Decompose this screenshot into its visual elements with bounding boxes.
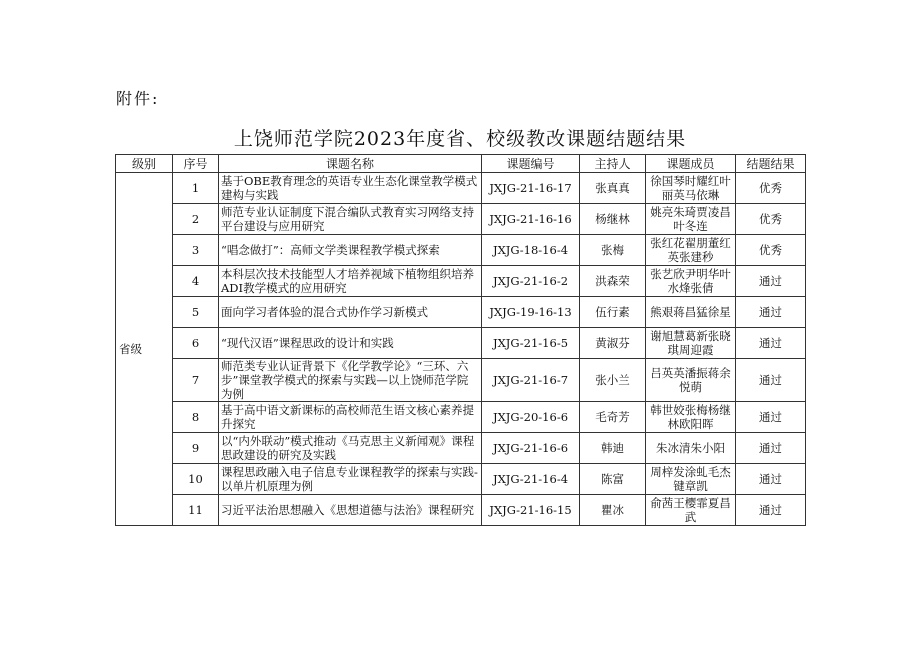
cell-project-name: “现代汉语”课程思政的设计和实践 <box>219 328 482 359</box>
results-table <box>115 154 806 526</box>
cell-result: 通过 <box>736 464 806 495</box>
cell-number: 4 <box>173 266 219 297</box>
cell-host: 张真真 <box>580 173 646 204</box>
cell-members: 朱冰清朱小阳 <box>646 433 736 464</box>
header-number: 序号 <box>173 155 219 173</box>
cell-number: 7 <box>173 359 219 402</box>
table-row <box>116 173 806 204</box>
table-row <box>116 495 806 526</box>
cell-host: 黄淑芬 <box>580 328 646 359</box>
table-row <box>116 359 806 402</box>
cell-result: 通过 <box>736 433 806 464</box>
cell-project-code: JXJG-21-16-6 <box>482 433 580 464</box>
cell-members: 徐国琴时耀红叶丽英马依琳 <box>646 173 736 204</box>
cell-result: 通过 <box>736 402 806 433</box>
cell-number: 2 <box>173 204 219 235</box>
header-project-code: 课题编号 <box>482 155 580 173</box>
cell-project-name: 课程思政融入电子信息专业课程教学的探索与实践-以单片机原理为例 <box>219 464 482 495</box>
cell-project-code: JXJG-19-16-13 <box>482 297 580 328</box>
cell-host: 陈富 <box>580 464 646 495</box>
cell-number: 5 <box>173 297 219 328</box>
cell-host: 张梅 <box>580 235 646 266</box>
table-row <box>116 328 806 359</box>
cell-members: 谢旭慧葛新张晓琪周迎霞 <box>646 328 736 359</box>
cell-project-name: 以“内外联动”模式推动《马克思主义新闻观》课程思政建设的研究及实践 <box>219 433 482 464</box>
cell-number: 10 <box>173 464 219 495</box>
cell-project-name: 师范专业认证制度下混合编队式教育实习网络支持平台建设与应用研究 <box>219 204 482 235</box>
cell-members: 俞茜王樱霏夏昌武 <box>646 495 736 526</box>
cell-project-code: JXJG-21-16-5 <box>482 328 580 359</box>
cell-number: 8 <box>173 402 219 433</box>
table-row <box>116 266 806 297</box>
cell-project-name: 面向学习者体验的混合式协作学习新模式 <box>219 297 482 328</box>
cell-project-name: 基于高中语文新课标的高校师范生语文核心素养提升探究 <box>219 402 482 433</box>
cell-result: 通过 <box>736 266 806 297</box>
table-row <box>116 402 806 433</box>
cell-project-name: 习近平法治思想融入《思想道德与法治》课程研究 <box>219 495 482 526</box>
cell-project-code: JXJG-21-16-15 <box>482 495 580 526</box>
cell-members: 熊艰蒋昌猛徐星 <box>646 297 736 328</box>
cell-number: 9 <box>173 433 219 464</box>
cell-members: 姚亮朱琦贾凌昌叶冬连 <box>646 204 736 235</box>
cell-number: 3 <box>173 235 219 266</box>
cell-host: 伍行素 <box>580 297 646 328</box>
cell-result: 通过 <box>736 297 806 328</box>
cell-host: 洪森荣 <box>580 266 646 297</box>
cell-host: 杨继林 <box>580 204 646 235</box>
header-members: 课题成员 <box>646 155 736 173</box>
attachment-label: 附件: <box>116 89 160 108</box>
cell-result: 优秀 <box>736 173 806 204</box>
cell-host: 张小兰 <box>580 359 646 402</box>
cell-result: 优秀 <box>736 235 806 266</box>
table-row <box>116 464 806 495</box>
cell-host: 毛奇芳 <box>580 402 646 433</box>
cell-result: 通过 <box>736 359 806 402</box>
cell-project-name: 师范类专业认证背景下《化学教学论》“三环、六步”课堂教学模式的探索与实践—以上饶师范学院为例 <box>219 359 482 402</box>
header-row <box>116 155 806 173</box>
cell-project-name: 本科层次技术技能型人才培养视域下植物组织培养ADI教学模式的应用研究 <box>219 266 482 297</box>
cell-project-code: JXJG-21-16-2 <box>482 266 580 297</box>
cell-project-code: JXJG-18-16-4 <box>482 235 580 266</box>
cell-members: 周梓发涂虬毛杰键章凯 <box>646 464 736 495</box>
cell-members: 张艺欣尹明华叶水烽张倩 <box>646 266 736 297</box>
header-result: 结题结果 <box>736 155 806 173</box>
cell-project-code: JXJG-21-16-4 <box>482 464 580 495</box>
table-row <box>116 297 806 328</box>
cell-project-code: JXJG-20-16-6 <box>482 402 580 433</box>
cell-result: 通过 <box>736 495 806 526</box>
level-cell: 省级 <box>116 173 173 526</box>
table-row <box>116 235 806 266</box>
cell-members: 韩世姣张梅杨继林欧阳晖 <box>646 402 736 433</box>
header-host: 主持人 <box>580 155 646 173</box>
cell-project-code: JXJG-21-16-7 <box>482 359 580 402</box>
table-row <box>116 433 806 464</box>
cell-members: 吕英英潘振蒋余悦萌 <box>646 359 736 402</box>
cell-result: 通过 <box>736 328 806 359</box>
cell-result: 优秀 <box>736 204 806 235</box>
cell-project-code: JXJG-21-16-16 <box>482 204 580 235</box>
cell-members: 张红花翟朋董红英张建秒 <box>646 235 736 266</box>
table-row <box>116 204 806 235</box>
header-project-name: 课题名称 <box>219 155 482 173</box>
header-level: 级别 <box>116 155 173 173</box>
cell-project-name: 基于OBE教育理念的英语专业生态化课堂教学模式建构与实践 <box>219 173 482 204</box>
cell-number: 1 <box>173 173 219 204</box>
cell-host: 瞿冰 <box>580 495 646 526</box>
cell-host: 韩迪 <box>580 433 646 464</box>
cell-project-name: “唱念做打”：高师文学类课程教学模式探索 <box>219 235 482 266</box>
document-title: 上饶师范学院2023年度省、校级教改课题结题结果 <box>233 128 687 150</box>
cell-number: 6 <box>173 328 219 359</box>
cell-number: 11 <box>173 495 219 526</box>
cell-project-code: JXJG-21-16-17 <box>482 173 580 204</box>
